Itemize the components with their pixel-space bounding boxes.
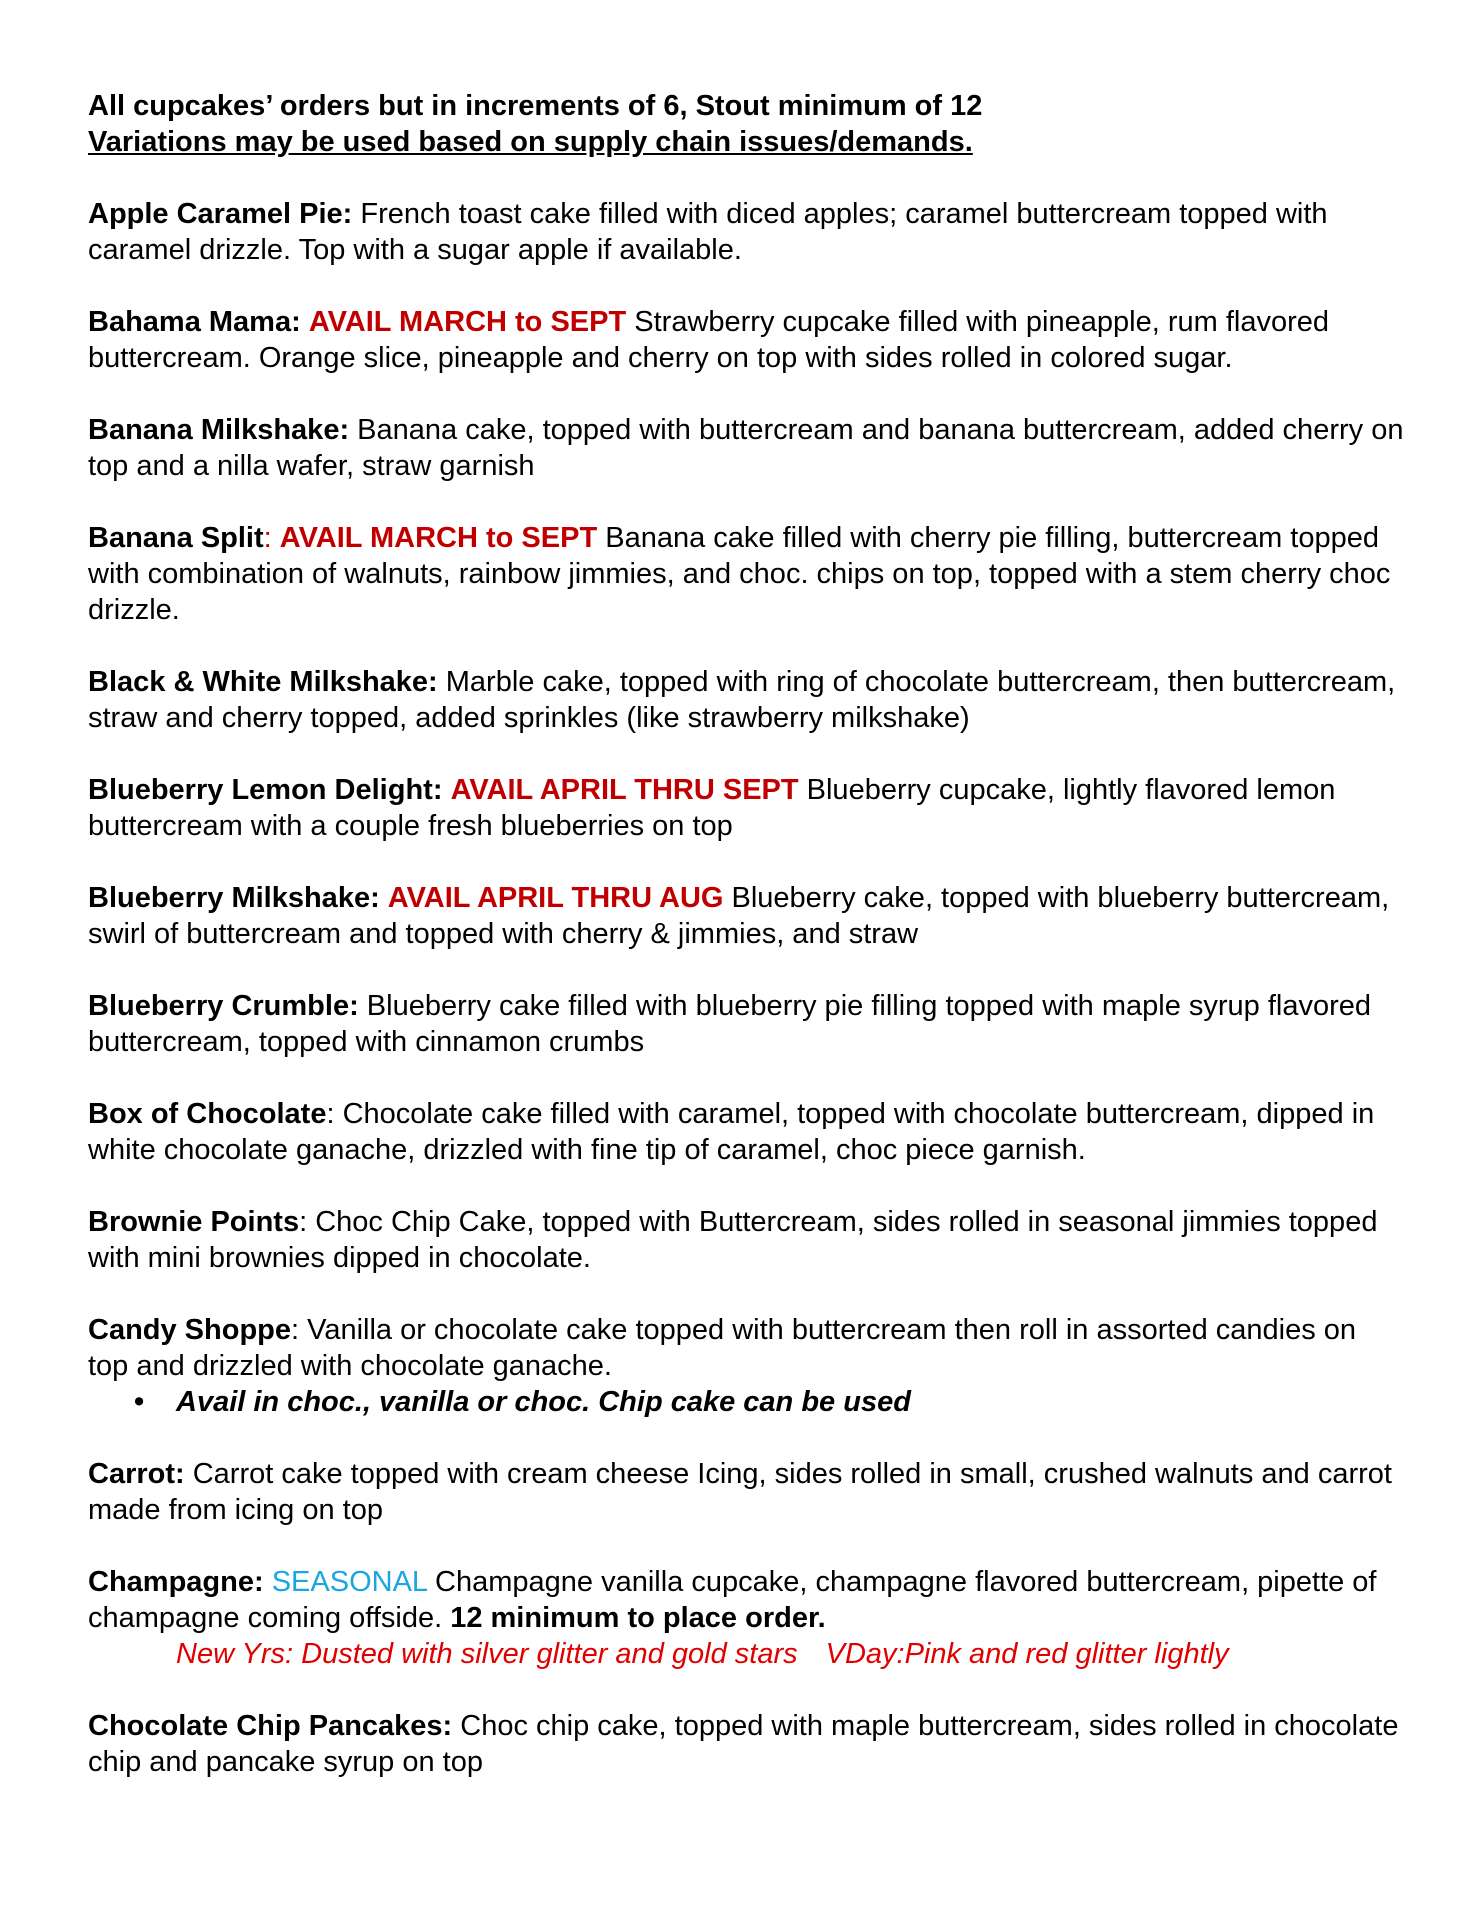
item-name: Banana Milkshake:	[88, 414, 350, 446]
menu-item-apple-caramel-pie	[88, 196, 1404, 268]
menu-item-bahama-mama	[88, 304, 1404, 376]
item-description: Marble cake, topped with ring of chocolate buttercream, then buttercream, straw and cherry topped, added sprinkles (like strawberry milkshake)	[88, 666, 1396, 734]
item-name: Candy Shoppe	[88, 1314, 292, 1346]
item-description: : Vanilla or chocolate cake topped with buttercream then roll in assorted candies on top and drizzled with chocolate ganache.	[88, 1314, 1357, 1382]
item-name: Blueberry Crumble:	[88, 990, 359, 1022]
item-description: Carrot cake topped with cream cheese Icing, sides rolled in small, crushed walnuts and carrot made from icing on top	[88, 1458, 1392, 1526]
item-name: Blueberry Milkshake:	[88, 882, 380, 914]
item-notes-list	[88, 1384, 1404, 1420]
menu-item-carrot	[88, 1456, 1404, 1528]
item-description: : Choc Chip Cake, topped with Buttercream, sides rolled in seasonal jimmies topped with mini brownies dipped in chocolate.	[88, 1206, 1378, 1274]
availability-label: AVAIL MARCH to SEPT	[308, 306, 627, 338]
menu-item-candy-shoppe	[88, 1312, 1404, 1420]
item-name: Bahama Mama:	[88, 306, 301, 338]
item-name: Carrot:	[88, 1458, 185, 1490]
item-name: Champagne:	[88, 1566, 264, 1598]
availability-label: AVAIL APRIL THRU SEPT	[450, 774, 799, 806]
menu-item-blueberry-milkshake	[88, 880, 1404, 952]
new-years-note: New Yrs: Dusted with silver glitter and gold stars	[176, 1638, 798, 1670]
menu-item-banana-milkshake	[88, 412, 1404, 484]
bullet-note: • Avail in choc., vanilla or choc. Chip cake can be used	[176, 1384, 1404, 1420]
item-name: Apple Caramel Pie:	[88, 198, 353, 230]
item-name: Black & White Milkshake:	[88, 666, 438, 698]
availability-label: AVAIL APRIL THRU AUG	[387, 882, 724, 914]
menu-item-black-white-milkshake	[88, 664, 1404, 736]
holiday-variations-note	[88, 1636, 1404, 1672]
valentines-note: VDay:Pink and red glitter lightly	[825, 1638, 1229, 1670]
item-description: Banana cake filled with cherry pie filling, buttercream topped with combination of walnuts, rainbow jimmies, and choc. chips on top, topped with a stem cherry choc drizzle.	[88, 522, 1391, 626]
item-description: Blueberry cake filled with blueberry pie filling topped with maple syrup flavored buttercream, topped with cinnamon crumbs	[88, 990, 1372, 1058]
minimum-order-note: 12 minimum to place order.	[450, 1602, 826, 1634]
item-name: Banana Split	[88, 522, 264, 554]
item-description: Blueberry cupcake, lightly flavored lemon buttercream with a couple fresh blueberries on top	[88, 774, 1336, 842]
item-description: Champagne vanilla cupcake, champagne flavored buttercream, pipette of champagne coming offside.	[88, 1566, 1377, 1634]
availability-label: AVAIL MARCH to SEPT	[279, 522, 598, 554]
menu-item-brownie-points	[88, 1204, 1404, 1276]
item-description: Choc chip cake, topped with maple buttercream, sides rolled in chocolate chip and pancake syrup on top	[88, 1710, 1399, 1778]
item-description: Banana cake, topped with buttercream and banana buttercream, added cherry on top and a nilla wafer, straw garnish	[88, 414, 1404, 482]
item-name: Blueberry Lemon Delight:	[88, 774, 443, 806]
order-increments-line: All cupcakes’ orders but in increments of 6, Stout minimum of 12	[88, 90, 983, 122]
order-policy-header	[88, 88, 1404, 160]
seasonal-label: SEASONAL	[271, 1566, 427, 1598]
menu-item-blueberry-crumble	[88, 988, 1404, 1060]
name-separator: :	[263, 522, 272, 554]
item-name: Chocolate Chip Pancakes:	[88, 1710, 453, 1742]
item-description: : Chocolate cake filled with caramel, topped with chocolate buttercream, dipped in white chocolate ganache, drizzled with fine tip of caramel, choc piece garnish.	[88, 1098, 1375, 1166]
menu-item-banana-split	[88, 520, 1404, 628]
item-description: Strawberry cupcake filled with pineapple, rum flavored buttercream. Orange slice, pineapple and cherry on top with sides rolled in colored sugar.	[88, 306, 1329, 374]
item-name: Box of Chocolate	[88, 1098, 327, 1130]
item-name: Brownie Points	[88, 1206, 300, 1238]
menu-item-chocolate-chip-pancakes	[88, 1708, 1404, 1780]
menu-item-champagne	[88, 1564, 1404, 1672]
menu-item-blueberry-lemon-delight	[88, 772, 1404, 844]
item-description: French toast cake filled with diced apples; caramel buttercream topped with caramel drizzle. Top with a sugar apple if available.	[88, 198, 1328, 266]
item-description: Blueberry cake, topped with blueberry buttercream, swirl of buttercream and topped with cherry & jimmies, and straw	[88, 882, 1390, 950]
menu-item-box-of-chocolate	[88, 1096, 1404, 1168]
variations-notice: Variations may be used based on supply chain issues/demands.	[88, 126, 973, 158]
